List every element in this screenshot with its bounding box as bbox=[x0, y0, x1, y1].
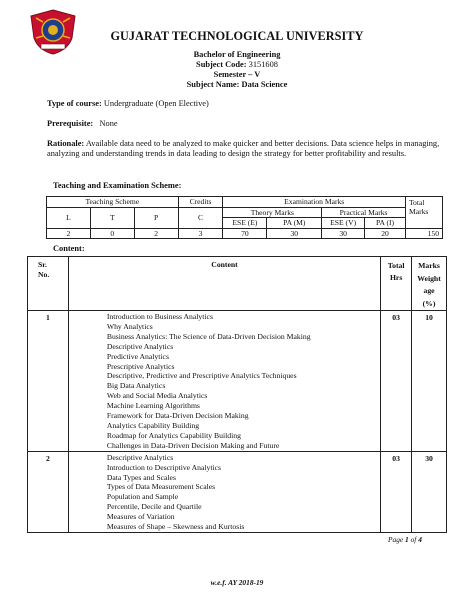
university-title: GUJARAT TECHNOLOGICAL UNIVERSITY bbox=[110, 29, 364, 43]
topic-item: Roadmap for Analytics Capability Building bbox=[106, 430, 241, 440]
topic-item: Business Analytics: The Science of Data-Driven Decision Making bbox=[106, 331, 311, 341]
content-table bbox=[27, 256, 447, 533]
rationale-text: Available data need to be analyzed to make quicker and better decisions. Data science helps in managing, analyzing and understanding trends in data leading to design the strategy for better profitability and results. bbox=[47, 139, 440, 159]
topic-item: Predictive Analytics bbox=[106, 351, 169, 361]
sr-no-header bbox=[28, 257, 69, 311]
topic-item: Machine Learning Algorithms bbox=[106, 401, 200, 411]
topic-item: Types of Data Measurement Scales bbox=[106, 482, 216, 492]
page-of: of bbox=[410, 535, 417, 544]
rationale-label: Rationale: bbox=[47, 139, 85, 148]
subject-name: Subject Name: Data Science bbox=[186, 80, 288, 89]
effective-from: w.e.f. AY 2018-19 bbox=[210, 578, 264, 587]
topic-item: Descriptive, Predictive and Prescriptive Analytics Techniques bbox=[106, 371, 297, 381]
row-marks: 30 bbox=[412, 451, 447, 532]
row-sr: 1 bbox=[28, 311, 69, 452]
theory-marks-header: Theory Marks bbox=[223, 207, 322, 218]
value-t: 0 bbox=[90, 228, 134, 239]
subject-code bbox=[0, 60, 474, 70]
semester: Semester – V bbox=[213, 70, 261, 79]
row-hrs: 03 bbox=[381, 451, 412, 532]
row-topics bbox=[68, 451, 380, 532]
value-pa-i: 20 bbox=[365, 228, 406, 239]
col-c: C bbox=[178, 207, 223, 228]
sr-header-line-2: No. bbox=[38, 270, 50, 279]
topic-item: Introduction to Business Analytics bbox=[106, 312, 213, 321]
page-total: 4 bbox=[418, 535, 422, 544]
degree-title: Bachelor of Engineering bbox=[193, 50, 281, 59]
course-type-value: Undergraduate (Open Elective) bbox=[103, 99, 209, 108]
topic-item: Prescriptive Analytics bbox=[106, 361, 175, 371]
subject-code-value: 3151608 bbox=[248, 60, 278, 69]
topic-item: Framework for Data-Driven Decision Making bbox=[106, 411, 249, 421]
page-number bbox=[388, 535, 422, 544]
value-total: 150 bbox=[405, 228, 442, 239]
topic-item: Introduction to Descriptive Analytics bbox=[106, 462, 222, 472]
value-c: 3 bbox=[178, 228, 223, 239]
value-l: 2 bbox=[47, 228, 91, 239]
topic-item: Population and Sample bbox=[106, 492, 179, 502]
topic-item: Descriptive Analytics bbox=[106, 341, 174, 351]
col-l: L bbox=[47, 207, 91, 228]
prerequisite-label: Prerequisite: bbox=[47, 119, 94, 128]
subject-code-label: Subject Code: bbox=[196, 60, 247, 69]
col-p: P bbox=[134, 207, 178, 228]
marks-header-line-1: Marks bbox=[418, 261, 440, 270]
prerequisite-value: None bbox=[99, 119, 118, 128]
value-p: 2 bbox=[134, 228, 178, 239]
page-current: 1 bbox=[405, 535, 409, 544]
topic-item: Big Data Analytics bbox=[106, 381, 166, 391]
teaching-scheme-header: Teaching Scheme bbox=[47, 197, 179, 208]
marks-weightage-header bbox=[412, 257, 447, 311]
marks-header-line-3: age bbox=[423, 286, 435, 295]
content-header: Content bbox=[68, 257, 380, 311]
examination-marks-header: Examination Marks bbox=[223, 197, 405, 208]
course-type-label: Type of course: bbox=[47, 99, 102, 108]
value-ese-v: 30 bbox=[322, 228, 365, 239]
sr-header-line-1: Sr. bbox=[38, 260, 47, 269]
hrs-header-line-1: Total bbox=[387, 261, 405, 270]
pa-m-header: PA (M) bbox=[267, 218, 322, 229]
topic-item: Analytics Capability Building bbox=[106, 420, 200, 430]
topic-item: Web and Social Media Analytics bbox=[106, 391, 208, 401]
page-prefix: Page bbox=[388, 535, 404, 544]
content-row bbox=[28, 311, 447, 452]
marks-header-line-2: Weight bbox=[417, 273, 441, 283]
topic-item: Descriptive Analytics bbox=[106, 452, 174, 462]
ese-v-header: ESE (V) bbox=[322, 218, 365, 229]
topic-item: Data Types and Scales bbox=[106, 472, 176, 482]
topic-item: Measures of Shape – Skewness and Kurtosis bbox=[106, 522, 245, 532]
marks-header: Marks bbox=[405, 207, 442, 228]
row-sr: 2 bbox=[28, 451, 69, 532]
credits-header: Credits bbox=[178, 197, 223, 208]
topic-item: Challenges in Data-Driven Decision Making and Future bbox=[106, 440, 280, 450]
scheme-heading: Teaching and Examination Scheme: bbox=[53, 181, 182, 190]
hrs-header-line-2: Hrs bbox=[389, 273, 403, 282]
course-type bbox=[47, 99, 443, 109]
value-ese-e: 70 bbox=[223, 228, 267, 239]
col-t: T bbox=[90, 207, 134, 228]
total-hrs-header bbox=[381, 257, 412, 311]
topic-item: Percentile, Decile and Quartile bbox=[106, 502, 202, 512]
value-pa-m: 30 bbox=[267, 228, 322, 239]
practical-marks-header: Practical Marks bbox=[322, 207, 406, 218]
total-header: Total bbox=[405, 197, 442, 208]
row-topics bbox=[68, 311, 380, 452]
row-marks: 10 bbox=[412, 311, 447, 452]
content-header-row bbox=[28, 257, 447, 311]
topic-item: Why Analytics bbox=[106, 321, 153, 331]
row-hrs: 03 bbox=[381, 311, 412, 452]
topic-item: Measures of Variation bbox=[106, 512, 175, 522]
rationale bbox=[47, 139, 443, 159]
ese-e-header: ESE (E) bbox=[223, 218, 267, 229]
content-row bbox=[28, 451, 447, 532]
scheme-table bbox=[46, 196, 443, 239]
pa-i-header: PA (I) bbox=[365, 218, 406, 229]
marks-header-line-4: (%) bbox=[422, 298, 436, 308]
prerequisite bbox=[47, 119, 443, 129]
content-heading: Content: bbox=[53, 244, 85, 253]
